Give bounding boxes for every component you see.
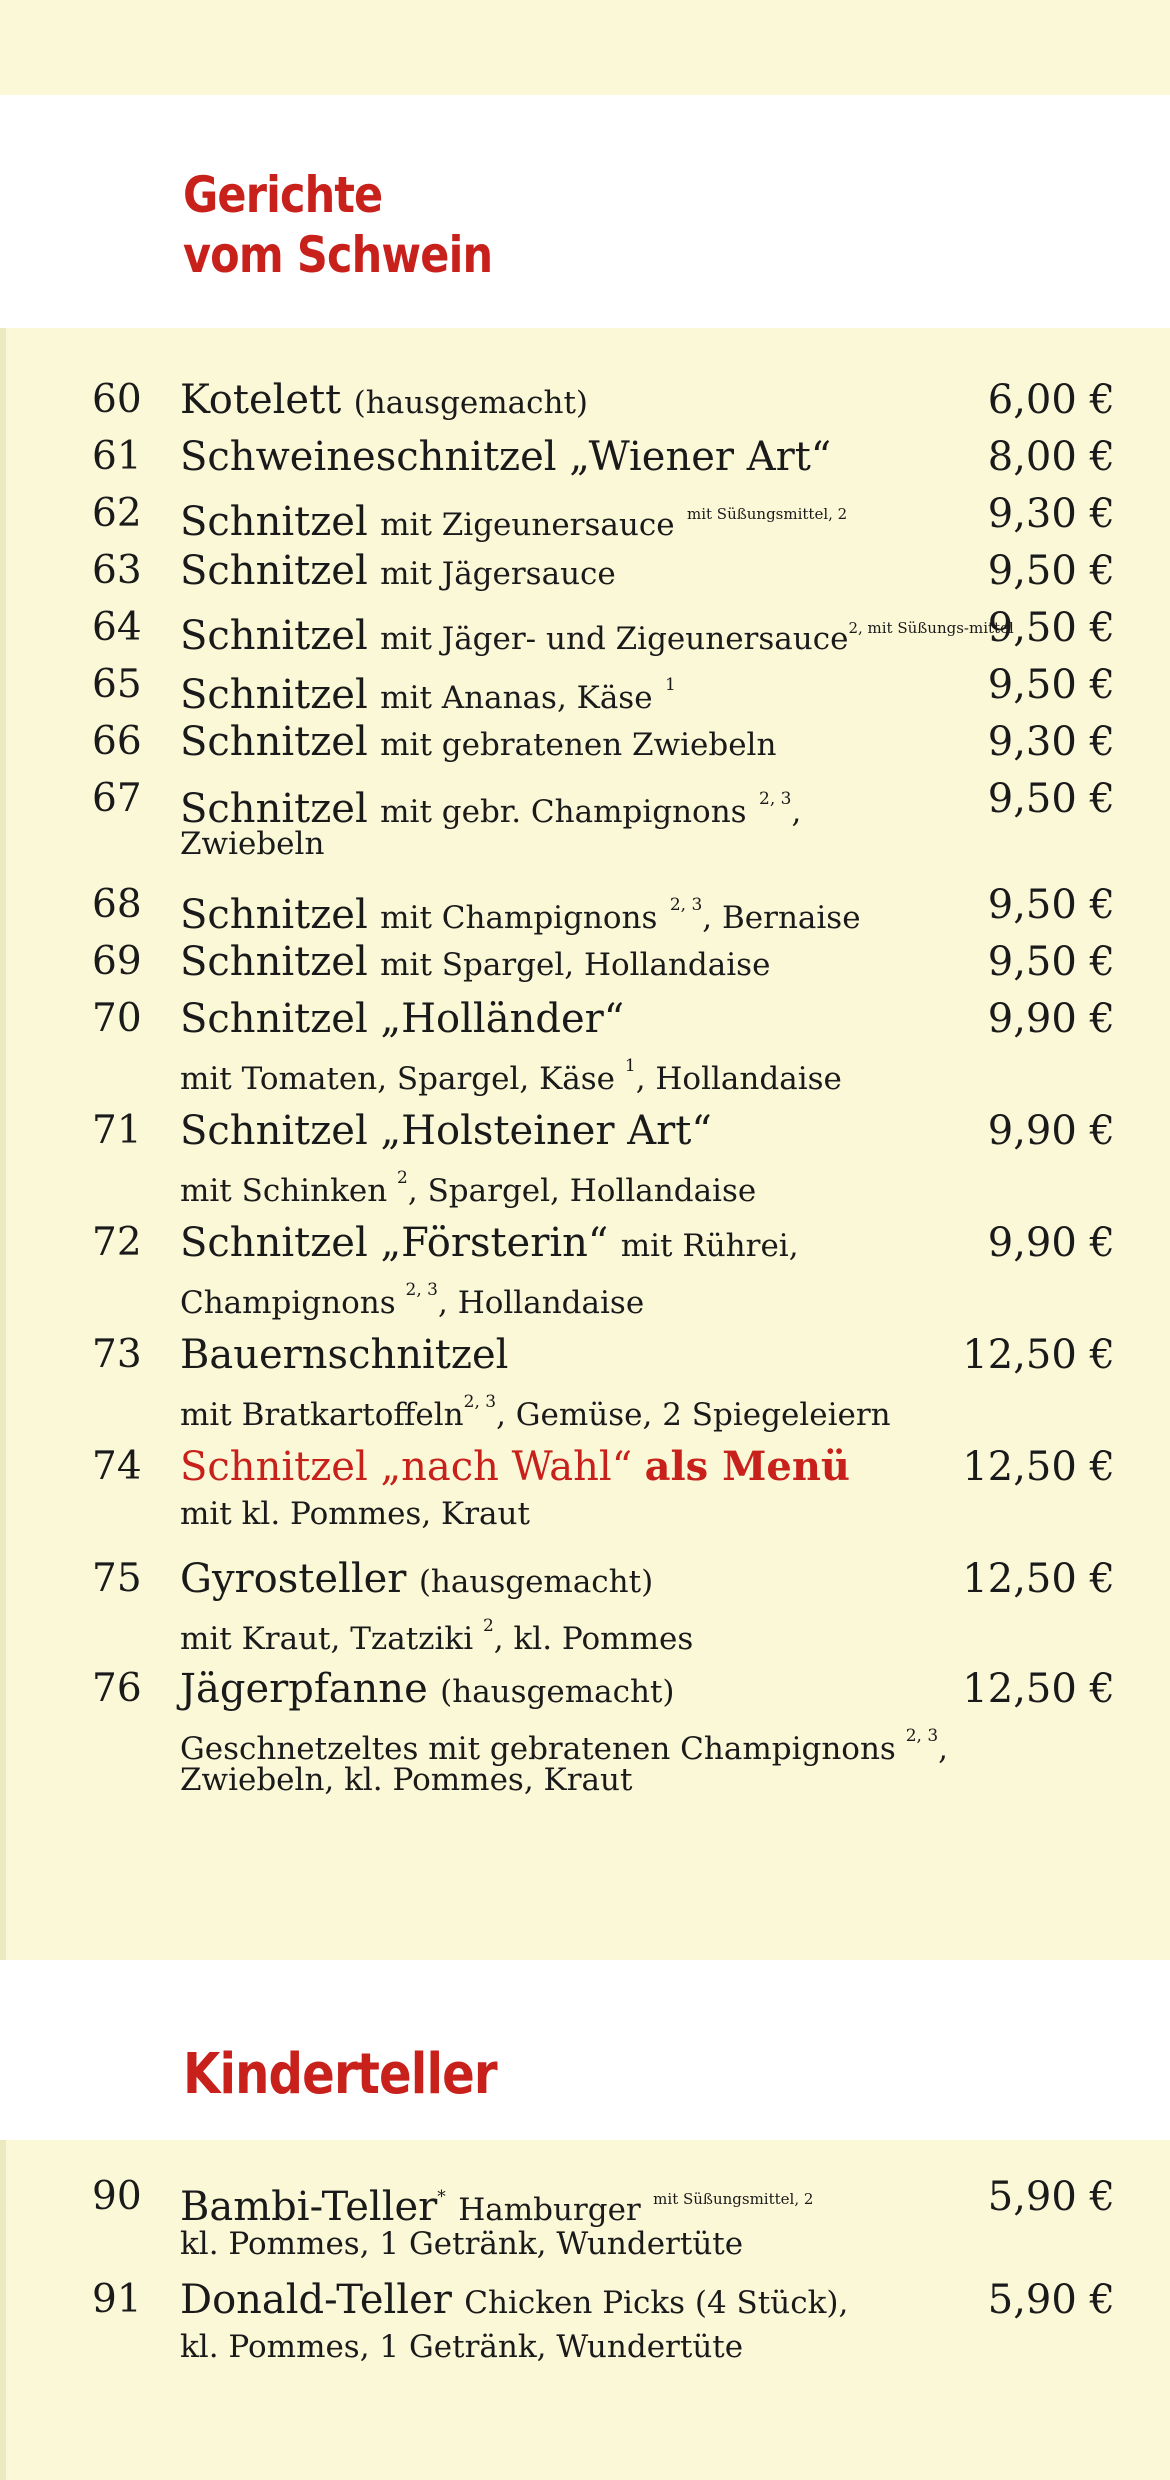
item-price: 9,90 €: [987, 996, 1115, 1042]
item-price: 9,30 €: [987, 491, 1115, 537]
item-description: [180, 1604, 693, 1661]
item-description: mit kl. Pommes, Kraut: [180, 1496, 530, 1532]
item-description: [180, 1156, 756, 1213]
description-text: Geschnetzeltes mit gebratenen Champignons: [180, 1731, 896, 1767]
item-number: 76: [92, 1666, 142, 1711]
item-name: Schnitzel: [180, 499, 368, 545]
item-detail: mit Ananas, Käse: [380, 680, 653, 716]
item-description-line2: Zwiebeln, kl. Pommes, Kraut: [180, 1762, 633, 1798]
item-price: 9,90 €: [987, 1108, 1115, 1154]
item-detail: mit gebratenen Zwiebeln: [380, 727, 777, 763]
item-name: Schnitzel: [180, 719, 368, 765]
item-name: Schnitzel „Holländer“: [180, 996, 625, 1042]
item-price: 8,00 €: [987, 434, 1115, 480]
item-detail: mit Jäger- und Zigeunersauce: [380, 621, 849, 657]
section-title-kinderteller: Kinderteller: [183, 2042, 497, 2107]
item-detail: Hamburger: [458, 2192, 641, 2228]
description-text: , Hollandaise: [437, 1285, 645, 1321]
item-number: 62: [92, 491, 142, 536]
item-name: Kotelett: [180, 377, 342, 423]
item-price: 9,50 €: [987, 776, 1115, 822]
item-note: mit Süßungsmittel, 2: [686, 505, 848, 523]
item-name: Schnitzel „nach Wahl“: [180, 1444, 633, 1490]
description-text: mit Bratkartoffeln: [180, 1397, 464, 1433]
allergen-marker: 2, 3: [669, 895, 703, 915]
item-detail: (hausgemacht): [353, 385, 589, 421]
description-text: mit Kraut, Tzatziki: [180, 1621, 474, 1657]
item-price: 9,30 €: [987, 719, 1115, 765]
item-number: 74: [92, 1444, 142, 1489]
item-description: kl. Pommes, 1 Getränk, Wundertüte: [180, 2329, 744, 2365]
item-number: 67: [92, 776, 142, 821]
item-price: 9,50 €: [987, 882, 1115, 928]
item-price: 12,50 €: [962, 1556, 1115, 1602]
item-number: 90: [92, 2174, 142, 2219]
item-name: Bambi-Teller: [180, 2184, 438, 2230]
section-header-kinder: [0, 1960, 1170, 2140]
item-detail: mit Zigeunersauce: [380, 507, 675, 543]
item-description: [180, 1044, 842, 1101]
item-detail-tail: , Bernaise: [702, 900, 861, 936]
description-text: , Spargel, Hollandaise: [407, 1173, 757, 1209]
item-name-marker: *: [437, 2187, 446, 2207]
allergen-marker: 2, 3: [463, 1392, 497, 1412]
description-text: ,: [938, 1731, 949, 1767]
item-detail: mit Champignons: [380, 900, 658, 936]
allergen-marker: 2, 3: [759, 789, 792, 809]
item-number: 91: [92, 2277, 142, 2322]
item-name: Donald-Teller: [180, 2277, 452, 2323]
item-detail: mit Rührei,: [620, 1228, 799, 1264]
item-number: 73: [92, 1332, 142, 1377]
item-number: 63: [92, 548, 142, 593]
item-name: Schweineschnitzel „Wiener Art“: [180, 434, 832, 480]
item-detail: mit Spargel, Hollandaise: [380, 947, 771, 983]
item-price: 5,90 €: [987, 2277, 1115, 2323]
allergen-marker: 1: [664, 675, 676, 695]
item-name: Schnitzel „Försterin“: [180, 1220, 609, 1266]
item-detail: (hausgemacht): [440, 1674, 675, 1710]
item-price: 9,50 €: [987, 605, 1115, 651]
item-name: Schnitzel: [180, 672, 368, 718]
item-number: 68: [92, 882, 142, 927]
description-text: mit Tomaten, Spargel, Käse: [180, 1061, 615, 1097]
item-name: Schnitzel: [180, 939, 368, 985]
item-description: [180, 1380, 891, 1437]
item-number: 64: [92, 605, 142, 650]
item-number: 69: [92, 939, 142, 984]
item-name: Schnitzel: [180, 892, 368, 938]
description-text: , Gemüse, 2 Spiegeleiern: [496, 1397, 891, 1433]
item-price: 9,50 €: [987, 662, 1115, 708]
item-number: 70: [92, 996, 142, 1041]
item-number: 60: [92, 377, 142, 422]
item-detail: mit Jägersauce: [380, 556, 616, 592]
item-name: Jägerpfanne: [180, 1666, 428, 1712]
item-note: mit Süßungsmittel, 2: [653, 2190, 814, 2208]
allergen-marker: 2: [397, 1168, 408, 1188]
allergen-marker: 1: [624, 1056, 636, 1076]
item-description: kl. Pommes, 1 Getränk, Wundertüte: [180, 2226, 744, 2262]
item-price: 6,00 €: [987, 377, 1115, 423]
item-name: Schnitzel „Holsteiner Art“: [180, 1108, 712, 1154]
item-price: 12,50 €: [962, 1666, 1115, 1712]
item-price: 5,90 €: [987, 2174, 1115, 2220]
description-text: Champignons: [180, 1285, 396, 1321]
item-note: 2, mit Süßungs-mittel: [848, 619, 1014, 637]
item-name: Schnitzel: [180, 548, 368, 594]
item-number: 61: [92, 434, 142, 479]
description-text: , kl. Pommes: [493, 1621, 694, 1657]
item-number: 75: [92, 1556, 142, 1601]
item-name: Bauernschnitzel: [180, 1332, 509, 1378]
section-title-line2: vom Schwein: [183, 226, 493, 284]
section-title-line1: Gerichte: [183, 166, 383, 224]
item-price: 9,50 €: [987, 548, 1115, 594]
item-description: Zwiebeln: [180, 826, 325, 862]
item-detail: mit gebr. Champignons: [380, 794, 747, 830]
item-number: 66: [92, 719, 142, 764]
item-name: Schnitzel: [180, 613, 368, 659]
item-number: 65: [92, 662, 142, 707]
item-price: 9,50 €: [987, 939, 1115, 985]
item-number: 72: [92, 1220, 142, 1265]
section-header-schwein: [0, 95, 1170, 328]
item-name: Gyrosteller: [180, 1556, 407, 1602]
item-description: [180, 1268, 644, 1325]
item-price: 12,50 €: [962, 1444, 1115, 1490]
top-band: [0, 0, 1170, 95]
item-detail: (hausgemacht): [418, 1564, 654, 1600]
allergen-marker: 2, 3: [405, 1280, 438, 1300]
item-name: Schnitzel: [180, 786, 368, 832]
item-name-highlight: als Menü: [644, 1443, 851, 1490]
item-detail-tail: ,: [791, 794, 802, 830]
section-title-schwein: [183, 165, 492, 285]
allergen-marker: 2, 3: [905, 1726, 939, 1746]
item-price: 12,50 €: [962, 1332, 1115, 1378]
description-text: , Hollandaise: [635, 1061, 842, 1097]
item-price: 9,90 €: [987, 1220, 1115, 1266]
item-detail: Chicken Picks (4 Stück),: [464, 2285, 849, 2321]
item-number: 71: [92, 1108, 142, 1153]
description-text: mit Schinken: [180, 1173, 388, 1209]
allergen-marker: 2: [482, 1616, 494, 1636]
